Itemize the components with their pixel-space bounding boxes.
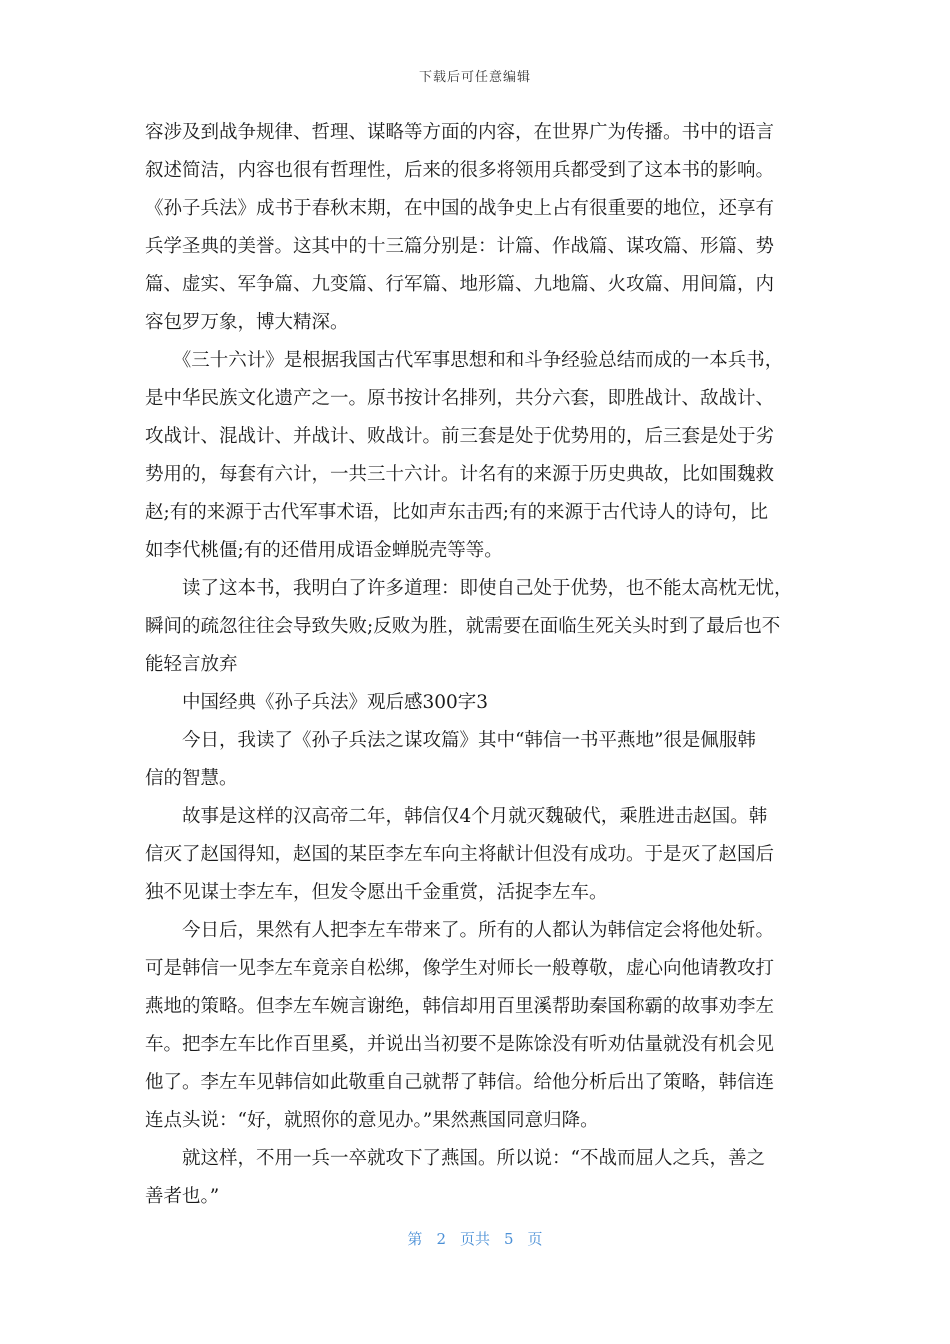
text-line: 故事是这样的汉高帝二年，韩信仅4个月就灭魏破代，乘胜进击赵国。韩 — [145, 806, 768, 827]
page-header: 下载后可任意编辑 — [418, 70, 531, 85]
footer-current-page: 2 — [436, 1230, 446, 1248]
document-body — [145, 114, 807, 1216]
text-line: 车。把李左车比作百里奚，并说出当初要不是陈馀没有听劝估量就没有机会见 — [145, 1034, 775, 1055]
text-line: 《三十六计》是根据我国古代军事思想和和斗争经验总结而成的一本兵书， — [145, 350, 784, 371]
text-line: 《孙子兵法》成书于春秋末期，在中国的战争史上占有很重要的地位，还享有 — [145, 198, 775, 219]
text-line: 可是韩信一见李左车竟亲自松绑，像学生对师长一般尊敬，虚心向他请教攻打 — [145, 958, 775, 979]
text-line: 篇、虚实、军争篇、九变篇、行军篇、地形篇、九地篇、火攻篇、用间篇，内 — [145, 274, 775, 295]
page-footer — [0, 1228, 950, 1249]
text-line: 容包罗万象，博大精深。 — [145, 312, 349, 333]
text-line: 读了这本书，我明白了许多道理：即使自己处于优势，也不能太高枕无忧， — [145, 578, 793, 599]
footer-label-end: 页 — [527, 1230, 543, 1248]
footer-label-page: 第 — [407, 1230, 423, 1248]
text-line: 独不见谋士李左车，但发令愿出千金重赏，活捉李左车。 — [145, 882, 608, 903]
text-line: 他了。李左车见韩信如此敬重自己就帮了韩信。给他分析后出了策略，韩信连 — [145, 1072, 775, 1093]
text-line: 瞬间的疏忽往往会导致失败;反败为胜，就需要在面临生死关头时到了最后也不 — [145, 616, 781, 637]
text-line: 连点头说：“好，就照你的意见办。”果然燕国同意归降。 — [145, 1110, 599, 1131]
text-line: 信的智慧。 — [145, 768, 238, 789]
text-line: 兵学圣典的美誉。这其中的十三篇分别是：计篇、作战篇、谋攻篇、形篇、势 — [145, 236, 775, 257]
section-heading: 中国经典《孙子兵法》观后感300字3 — [145, 692, 489, 713]
text-line: 赵;有的来源于古代军事术语，比如声东击西;有的来源于古代诗人的诗句，比 — [145, 502, 768, 523]
text-line: 势用的，每套有六计，一共三十六计。计名有的来源于历史典故，比如围魏救 — [145, 464, 775, 485]
footer-label-of: 页共 — [459, 1230, 490, 1248]
text-line: 今日，我读了《孙子兵法之谋攻篇》其中“韩信一书平燕地”很是佩服韩 — [145, 730, 756, 751]
text-line: 就这样，不用一兵一卒就攻下了燕国。所以说：“不战而屈人之兵，善之 — [145, 1148, 765, 1169]
text-line: 今日后，果然有人把李左车带来了。所有的人都认为韩信定会将他处斩。 — [145, 920, 775, 941]
text-line: 善者也。” — [145, 1186, 220, 1207]
footer-total-pages: 5 — [504, 1230, 514, 1248]
text-line: 叙述简洁，内容也很有哲理性，后来的很多将领用兵都受到了这本书的影响。 — [145, 160, 775, 181]
text-line: 攻战计、混战计、并战计、败战计。前三套是处于优势用的，后三套是处于劣 — [145, 426, 775, 447]
text-line: 燕地的策略。但李左车婉言谢绝，韩信却用百里溪帮助秦国称霸的故事劝李左 — [145, 996, 775, 1017]
text-line: 容涉及到战争规律、哲理、谋略等方面的内容，在世界广为传播。书中的语言 — [145, 122, 775, 143]
text-line: 如李代桃僵;有的还借用成语金蝉脱壳等等。 — [145, 540, 503, 561]
text-line: 能轻言放弃 — [145, 654, 238, 675]
text-line: 信灭了赵国得知，赵国的某臣李左车向主将献计但没有成功。于是灭了赵国后 — [145, 844, 775, 865]
text-line: 是中华民族文化遗产之一。原书按计名排列，共分六套，即胜战计、敌战计、 — [145, 388, 775, 409]
